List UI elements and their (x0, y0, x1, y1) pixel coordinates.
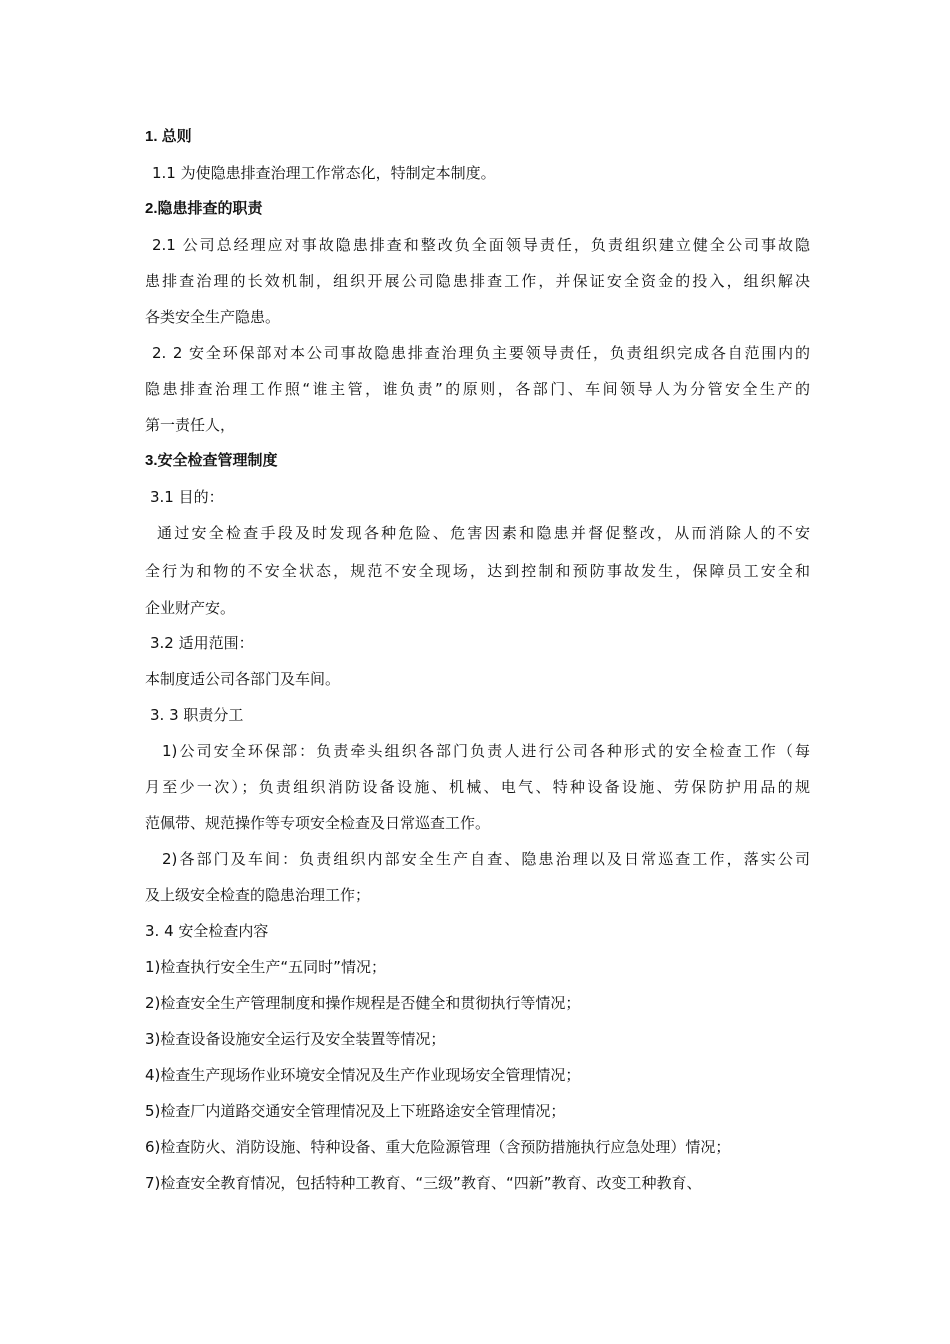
subheading-3-2: 3.2 适用范围： (150, 634, 254, 652)
subheading-3-4: 3. 4 安全检查内容 (145, 922, 269, 940)
paragraph-3-3-item-1-line-3: 范佩带、规范操作等专项安全检查及日常巡查工作。 (145, 814, 491, 832)
heading-1: 1. 总则 (145, 128, 192, 145)
paragraph-3-3-item-2-line-2: 及上级安全检查的隐患治理工作； (145, 886, 371, 904)
paragraph-2-1-line-1: 2.1 公司总经理应对事故隐患排查和整改负全面领导责任，负责组织建立健全公司事故隐 (152, 236, 810, 254)
list-item-1: 1)检查执行安全生产“五同时”情况； (145, 958, 386, 976)
list-item-5: 5)检查厂内道路交通安全管理情况及上下班路途安全管理情况； (145, 1102, 566, 1120)
list-item-2: 2)检查安全生产管理制度和操作规程是否健全和贯彻执行等情况； (145, 994, 581, 1012)
paragraph-3-3-item-2-line-1: 2)各部门及车间：负责组织内部安全生产自查、隐患治理以及日常巡查工作，落实公司 (162, 850, 810, 868)
subheading-3-1: 3.1 目的： (150, 488, 224, 506)
heading-3: 3.安全检查管理制度 (145, 452, 278, 469)
paragraph-2-2-line-3: 第一责任人， (145, 416, 236, 434)
paragraph-3-1-line-3: 企业财产安。 (145, 599, 236, 617)
paragraph-3-3-item-1-line-1: 1)公司安全环保部：负责牵头组织各部门负责人进行公司各种形式的安全检查工作（每 (162, 742, 810, 760)
paragraph-1-1: 1.1 为使隐患排查治理工作常态化，特制定本制度。 (152, 164, 496, 182)
paragraph-3-3-item-1-line-2: 月至少一次）；负责组织消防设备设施、机械、电气、特种设备设施、劳保防护用品的规 (145, 778, 810, 796)
heading-2: 2.隐患排查的职责 (145, 200, 263, 217)
list-item-4: 4)检查生产现场作业环境安全情况及生产作业现场安全管理情况； (145, 1066, 581, 1084)
list-item-7: 7)检查安全教育情况，包括特种工教育、“三级”教育、“四新”教育、改变工种教育、 (145, 1174, 702, 1192)
list-item-6: 6)检查防火、消防设施、特种设备、重大危险源管理（含预防措施执行应急处理）情况； (145, 1138, 731, 1156)
paragraph-2-2-line-2: 隐患排查治理工作照“谁主管，谁负责”的原则，各部门、车间领导人为分管安全生产的 (145, 380, 810, 398)
paragraph-3-1-line-2: 全行为和物的不安全状态，规范不安全现场，达到控制和预防事故发生，保障员工安全和 (145, 562, 810, 580)
paragraph-3-1-line-1: 通过安全检查手段及时发现各种危险、危害因素和隐患并督促整改，从而消除人的不安 (157, 524, 810, 542)
paragraph-2-2-line-1: 2. 2 安全环保部对本公司事故隐患排查治理负主要领导责任，负责组织完成各自范围内的 (152, 344, 810, 362)
paragraph-2-1-line-3: 各类安全生产隐患。 (145, 308, 281, 326)
subheading-3-3: 3. 3 职责分工 (150, 706, 244, 724)
paragraph-3-2: 本制度适公司各部门及车间。 (145, 670, 341, 688)
list-item-3: 3)检查设备设施安全运行及安全装置等情况； (145, 1030, 446, 1048)
paragraph-2-1-line-2: 患排查治理的长效机制，组织开展公司隐患排查工作，并保证安全资金的投入，组织解决 (145, 272, 810, 290)
